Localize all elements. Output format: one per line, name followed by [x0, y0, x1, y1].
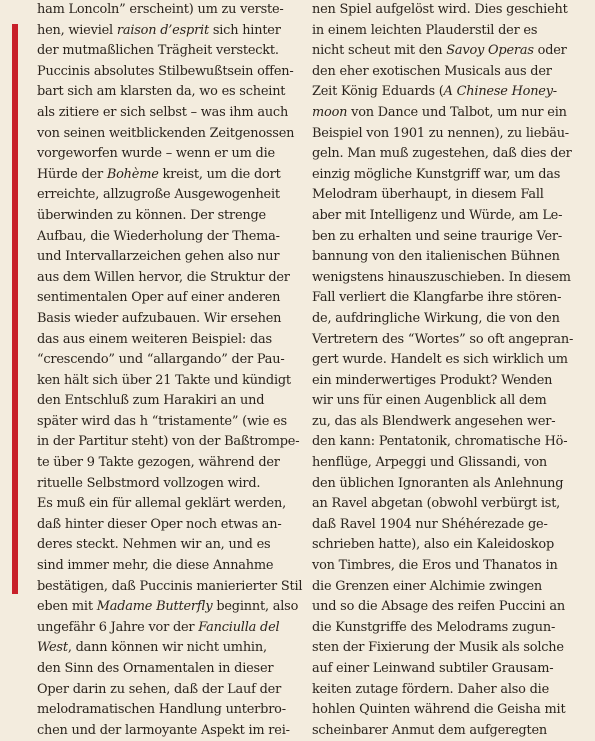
text-segment: wir uns für einen Augenblick all dem: [312, 393, 547, 409]
text-line: [312, 494, 574, 515]
text-line: [37, 515, 299, 536]
text-segment: eben mit: [37, 599, 97, 615]
italic-text-segment: A Chinese Honey-: [443, 84, 557, 100]
text-segment: chen und der larmoyante Aspekt im rei-: [37, 722, 290, 738]
text-segment: rituelle Selbstmord vollzogen wird.: [37, 475, 261, 491]
italic-text-segment: West: [37, 640, 68, 656]
text-segment: Zeit König Eduards (: [312, 84, 444, 100]
text-line: [37, 124, 299, 145]
text-segment: aber mit Intelligenz und Würde, am Le-: [312, 207, 563, 223]
text-segment: erreichte, allzugroße Ausgewogenheit: [37, 187, 280, 203]
text-line: [312, 618, 574, 639]
text-segment: hen, wieviel: [37, 22, 117, 38]
text-line: [312, 412, 574, 433]
text-segment: geln. Man muß zugestehen, daß dies der: [312, 146, 572, 162]
text-line: [37, 41, 299, 62]
text-segment: den kann: Pentatonik, chromatische Hö-: [312, 434, 568, 450]
text-segment: wenigstens hinauszuschieben. In diesem: [312, 269, 571, 285]
text-segment: auf einer Leinwand subtiler Grausam-: [312, 661, 554, 676]
text-line: [312, 185, 574, 206]
text-line: [37, 309, 299, 330]
text-segment: den eher exotischen Musicals aus der: [312, 63, 552, 79]
text-segment: zu, das als Blendwerk angesehen wer-: [312, 413, 556, 429]
text-line: [312, 227, 574, 248]
text-segment: von Dance und Talbot, um nur ein: [347, 104, 567, 120]
italic-text-segment: Madame Butterfly: [96, 599, 213, 615]
text-line: [312, 247, 574, 268]
text-segment: vorgeworfen wurde – wenn er um die: [37, 146, 275, 162]
text-segment: die Kunstgriffe des Melodrams zugun-: [312, 619, 556, 635]
text-segment: kreist, um die dort: [158, 166, 281, 182]
text-segment: und so die Absage des reifen Puccini an: [312, 599, 565, 615]
text-segment: den Entschluß zum Harakiri an und: [37, 393, 265, 409]
text-line: [312, 371, 574, 392]
text-segment: “crescendo” und “allargando” der Pau-: [37, 352, 285, 368]
text-line: [312, 597, 574, 618]
text-segment: überwinden zu können. Der strenge: [37, 207, 266, 223]
text-segment: den üblichen Ignoranten als Anlehnung: [312, 475, 564, 491]
text-line: [312, 82, 574, 103]
italic-text-segment: moon: [312, 104, 348, 120]
text-segment: sich hinter: [208, 22, 281, 38]
text-segment: melodramatischen Handlung unterbro-: [37, 702, 286, 718]
text-line: [37, 721, 299, 741]
text-line: [312, 638, 574, 659]
text-line: [312, 62, 574, 83]
text-segment: und Intervallarzeichen gehen also nur: [37, 249, 280, 265]
text-line: [37, 556, 299, 577]
text-segment: ham Loncoln” erscheint) um zu verste-: [37, 2, 284, 17]
text-line: [312, 350, 574, 371]
text-segment: bestätigen, daß Puccinis manierierter Stil: [37, 578, 303, 594]
text-segment: von Timbres, die Eros und Thanatos in: [312, 558, 558, 574]
text-line: [312, 556, 574, 577]
text-segment: sten der Fixierung der Musik als solche: [312, 640, 564, 656]
text-line: [312, 41, 574, 62]
text-segment: ungefähr 6 Jahre vor der: [37, 619, 199, 635]
text-line: [37, 247, 299, 268]
text-segment: in einem leichten Plauderstil der es: [312, 22, 538, 38]
text-line: [37, 144, 299, 165]
text-line: [37, 103, 299, 124]
text-line: [37, 618, 299, 639]
text-line: [37, 638, 299, 659]
text-line: [37, 62, 299, 83]
text-segment: in der Partitur steht) von der Baßtrompe-: [37, 434, 300, 450]
text-segment: das aus einem weiteren Beispiel: das: [37, 331, 272, 347]
text-segment: Aufbau, die Wiederholung der Thema-: [37, 228, 280, 244]
text-segment: einzig mögliche Kunstgriff war, um das: [312, 166, 561, 182]
text-segment: ben zu erhalten und seine traurige Ver-: [312, 228, 562, 244]
text-line: [312, 680, 574, 701]
text-line: [312, 144, 574, 165]
text-segment: Hürde der: [37, 166, 107, 182]
text-line: [37, 227, 299, 248]
text-segment: bannung von den italienischen Bühnen: [312, 249, 560, 265]
red-margin-bar: [12, 24, 18, 594]
text-segment: der mutmaßlichen Trägheit versteckt.: [37, 43, 279, 59]
text-line: [37, 371, 299, 392]
text-line: [312, 309, 574, 330]
text-line: [312, 165, 574, 186]
text-segment: sind immer mehr, die diese Annahme: [37, 558, 274, 574]
text-segment: an Ravel abgetan (obwohl verbürgt ist,: [312, 496, 561, 512]
text-segment: Oper darin zu sehen, daß der Lauf der: [37, 681, 282, 697]
text-segment: bart sich am klarsten da, wo es scheint: [37, 84, 286, 100]
text-line: [312, 330, 574, 351]
text-segment: Melodram überhaupt, in diesem Fall: [312, 187, 544, 203]
text-line: [37, 0, 299, 21]
text-segment: daß hinter dieser Oper noch etwas an-: [37, 516, 282, 532]
text-line: [312, 124, 574, 145]
italic-text-segment: Fanciulla del: [198, 619, 280, 635]
text-line: [37, 432, 299, 453]
text-line: [37, 268, 299, 289]
text-segment: ken hält sich über 21 Takte und kündigt: [37, 372, 291, 388]
text-segment: scheinbarer Anmut dem aufgeregten: [312, 722, 547, 738]
text-segment: Vertretern des “Wortes” so oft angepran-: [312, 331, 574, 347]
text-line: [312, 453, 574, 474]
text-segment: ein minderwertiges Produkt? Wenden: [312, 372, 553, 388]
text-line: [312, 577, 574, 598]
text-line: [312, 206, 574, 227]
text-segment: , dann können wir nicht umhin,: [67, 640, 267, 656]
text-line: [37, 350, 299, 371]
text-line: [312, 288, 574, 309]
text-segment: nicht scheut mit den: [312, 43, 447, 59]
text-segment: Basis wieder aufzubauen. Wir ersehen: [37, 310, 282, 326]
text-segment: Es muß ein für allemal geklärt werden,: [37, 496, 286, 512]
text-line: [37, 391, 299, 412]
text-line: [37, 474, 299, 495]
text-segment: oder: [533, 43, 567, 59]
text-line: [312, 700, 574, 721]
text-segment: aus dem Willen hervor, die Struktur der: [37, 269, 290, 285]
text-line: [37, 700, 299, 721]
italic-text-segment: Savoy Operas: [446, 43, 534, 59]
text-line: [312, 0, 574, 21]
text-segment: hohlen Quinten während die Geisha mit: [312, 702, 566, 718]
text-line: [37, 185, 299, 206]
text-segment: die Grenzen einer Alchimie zwingen: [312, 578, 543, 594]
text-line: [37, 21, 299, 42]
text-line: [312, 268, 574, 289]
text-segment: beginnt, also: [212, 599, 299, 615]
text-line: [37, 494, 299, 515]
text-line: [37, 535, 299, 556]
text-segment: schrieben hatte), also ein Kaleidoskop: [312, 537, 555, 553]
text-line: [312, 21, 574, 42]
italic-text-segment: Bohème: [106, 166, 159, 182]
text-segment: keiten zutage fördern. Daher also die: [312, 681, 550, 697]
text-line: [37, 597, 299, 618]
text-line: [312, 515, 574, 536]
text-segment: von seinen weitblickenden Zeitgenossen: [37, 125, 295, 141]
text-line: [37, 680, 299, 701]
text-segment: te über 9 Takte gezogen, während der: [37, 455, 280, 471]
text-segment: den Sinn des Ornamentalen in dieser: [37, 661, 274, 676]
text-line: [312, 432, 574, 453]
text-segment: gert wurde. Handelt es sich wirklich um: [312, 352, 568, 368]
text-line: [312, 535, 574, 556]
text-segment: Beispiel von 1901 zu nennen), zu liebäu-: [312, 125, 569, 141]
text-line: [312, 474, 574, 495]
text-line: [37, 453, 299, 474]
text-line: [312, 721, 574, 741]
text-line: [37, 412, 299, 433]
text-line: [37, 659, 299, 680]
text-line: [37, 82, 299, 103]
text-segment: Puccinis absolutes Stilbewußtsein offen-: [37, 63, 294, 79]
text-line: [312, 391, 574, 412]
text-segment: henflüge, Arpeggi und Glissandi, von: [312, 455, 548, 471]
text-line: [37, 206, 299, 227]
text-segment: nen Spiel aufgelöst wird. Dies geschieht: [312, 2, 568, 17]
text-line: [37, 165, 299, 186]
text-segment: sentimentalen Oper auf einer anderen: [37, 290, 281, 306]
text-segment: deres steckt. Nehmen wir an, und es: [37, 537, 271, 553]
text-line: [37, 577, 303, 598]
text-line: [37, 330, 299, 351]
left-text-column: [37, 0, 303, 741]
text-segment: de, aufdringliche Wirkung, die von den: [312, 310, 560, 326]
text-line: [312, 659, 574, 680]
text-segment: Fall verliert die Klangfarbe ihre stören-: [312, 290, 562, 306]
text-segment: später wird das h “tristamente” (wie es: [37, 413, 287, 429]
text-segment: als zitiere er sich selbst – was ihm auch: [37, 104, 289, 120]
text-line: [37, 288, 299, 309]
text-segment: daß Ravel 1904 nur Shéhérezade ge-: [312, 516, 548, 532]
text-line: [312, 103, 574, 124]
italic-text-segment: raison d’esprit: [116, 22, 209, 38]
right-text-column: [312, 0, 574, 741]
